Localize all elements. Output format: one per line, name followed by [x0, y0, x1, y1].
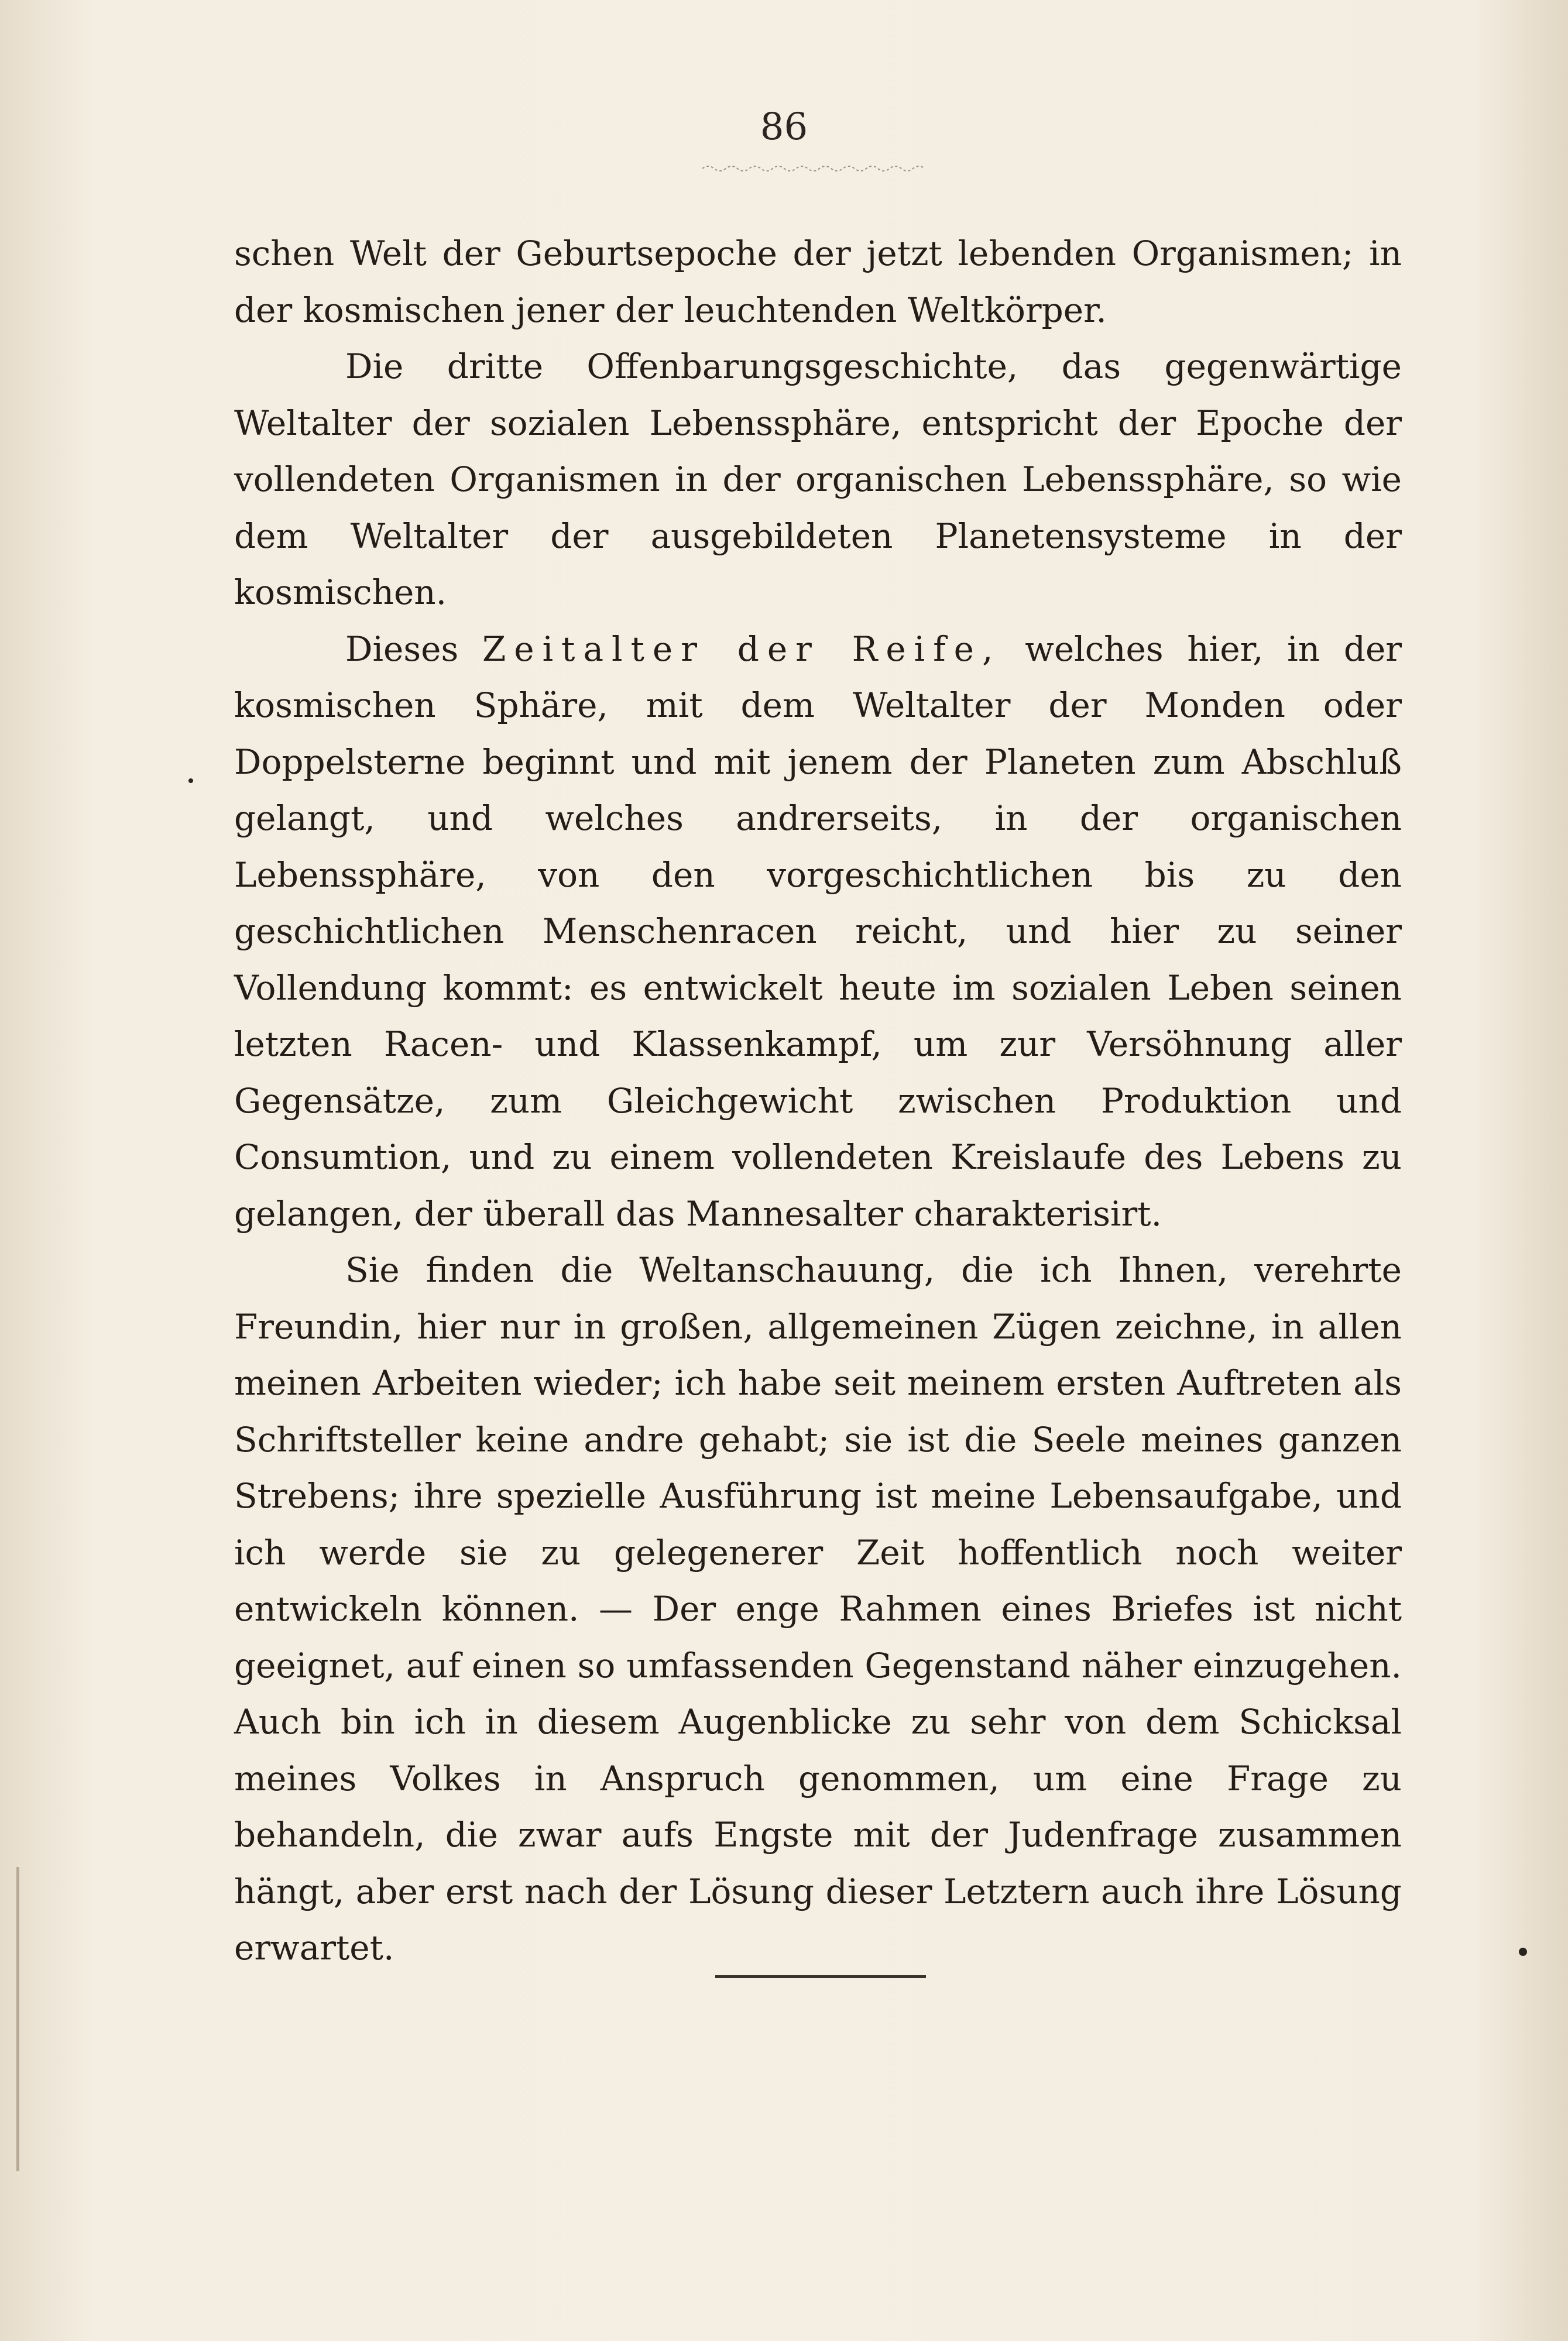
paragraph-remainder: welches hier, in der kosmischen Sphäre, mit dem Weltalter der Monden oder Doppelsterne beginnt und mit jenem der Planeten zum Abschluß gelangt, und welches andrerseits, in der organischen Lebenssphäre, von den vorgeschichtlichen bis zu den geschichtlichen Menschenracen reicht, und hier zu seiner Vollendung kommt: es entwickelt heute im sozialen Leben seinen letzten Racen- und Klassenkampf, um zur Versöhnung aller Gegensätze, zum Gleichgewicht zwischen Produktion und Consumtion, und zu einem vollendeten Kreislaufe des Lebens zu gelangen, der überall das Mannesalter charakterisirt. — [234, 629, 1402, 1234]
paragraph-continuation: schen Welt der Geburtsepoche der jetzt lebenden Organismen; in der kosmischen jener der leuchtenden Weltkörper. — [234, 234, 1402, 330]
paragraph-third-revelation: Die dritte Offenbarungsgeschichte, das gegenwärtige Weltalter der sozialen Lebenssphäre, entspricht der Epoche der vollendeten Organismen in der organischen Lebenssphäre, so wie dem Weltalter der ausgebildeten Planetensysteme in der kosmischen. — [234, 346, 1402, 612]
emphasized-phrase: Zeitalter der Reife, — [482, 629, 1001, 669]
closing-rule — [715, 1975, 926, 1978]
stray-mark — [1519, 1948, 1527, 1956]
paragraph-lead: Dieses — [345, 629, 459, 669]
paragraph-age-of-maturity — [234, 621, 1402, 1242]
page-number: 86 — [760, 105, 808, 149]
page-edge-mark — [16, 1867, 19, 2171]
paragraph-worldview: Sie finden die Weltanschauung, die ich Ihnen, verehrte Freundin, hier nur in großen, allgemeinen Zügen zeichne, in allen meinen Arbeiten wieder; ich habe seit meinem ersten Auftreten als Schriftsteller keine andre gehabt; sie ist die Seele meines ganzen Strebens; ihre spezielle Ausführung ist meine Lebensaufgabe, und ich werde sie zu gelegenerer Zeit hoffentlich noch weiter entwickeln können. — Der enge Rahmen eines Briefes ist nicht geeignet, auf einen so umfassenden Gegenstand näher einzugehen. Auch bin ich in diesem Augenblicke zu sehr von dem Schicksal meines Volkes in Anspruch genommen, um eine Frage zu behandeln, die zwar aufs Engste mit der Judenfrage zusammen hängt, aber erst nach der Lösung dieser Letztern auch ihre Lösung erwartet. — [234, 1250, 1402, 1968]
stray-mark — [188, 778, 193, 783]
body-text — [234, 225, 1402, 1976]
decorative-ornament — [702, 163, 925, 174]
